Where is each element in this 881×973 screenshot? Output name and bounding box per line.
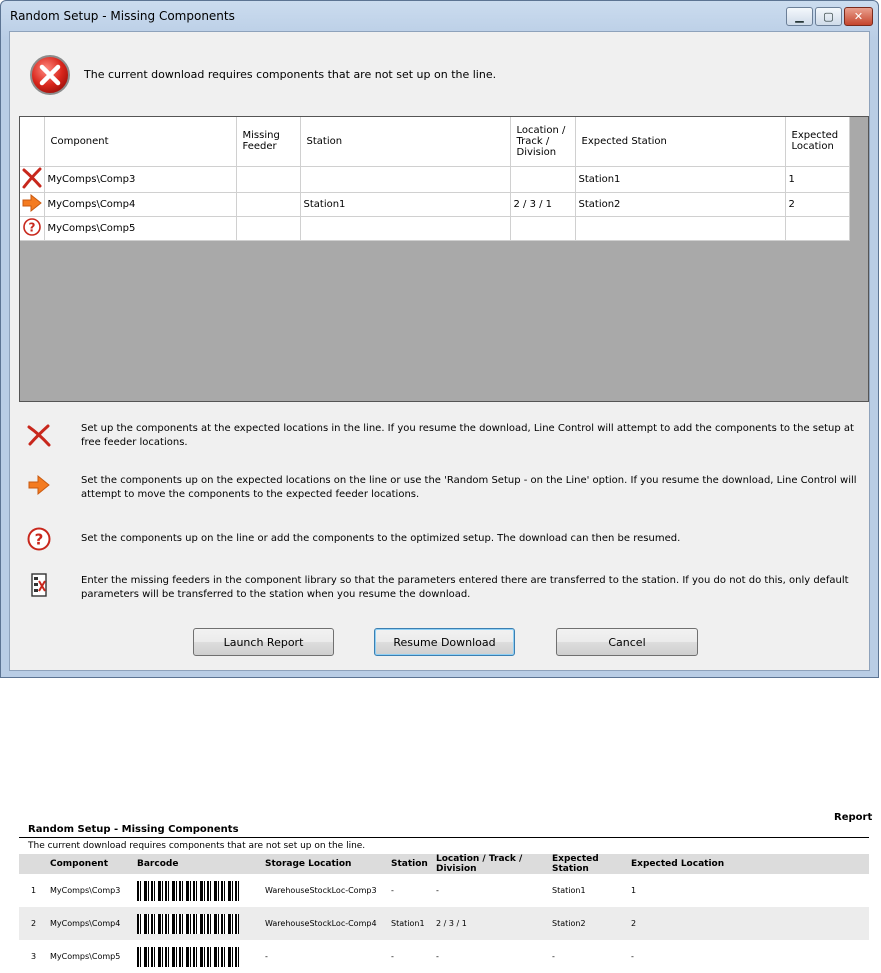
legend-item-red-x <box>24 422 854 448</box>
dialog-client <box>9 31 870 671</box>
report-cell-index: 3 <box>31 952 37 961</box>
report-cell-storage-location: WarehouseStockLoc-Comp4 <box>265 907 391 940</box>
cell-component: MyComps\Comp4 <box>44 192 236 216</box>
report-col-index <box>19 854 50 874</box>
report-cell-component: MyComps\Comp5 <box>50 952 121 961</box>
report-message: The current download requires components that are not set up on the line. <box>28 841 366 851</box>
report-cell-expected-station: Station1 <box>552 886 586 895</box>
column-header-expected-location[interactable]: Expected Location <box>785 117 849 166</box>
minimize-icon: ▁ <box>795 10 804 23</box>
legend-text: Enter the missing feeders in the component library so that the parameters entered there are transferred to the station. If you do not do this, only default parameters will be transferred to the station when you resume the download. <box>81 575 849 600</box>
legend-item-arrow <box>24 474 857 500</box>
resume-download-button[interactable]: Resume Download <box>374 628 515 656</box>
report-cell-location: - <box>436 952 439 961</box>
report-col-storage-location: Storage Location <box>265 854 391 874</box>
status-cell <box>20 192 44 216</box>
legend-text: Set up the components at the expected locations in the line. If you resume the download, Line Control will attempt to add the components to the setup at free feeder locations. <box>81 423 854 448</box>
report-row <box>19 874 869 907</box>
cell-expected-location: 2 <box>785 192 849 216</box>
report-col-barcode: Barcode <box>137 854 265 874</box>
report-header-row <box>19 854 869 874</box>
cancel-button[interactable]: Cancel <box>556 628 698 656</box>
question-icon <box>22 217 42 237</box>
orange-arrow-icon <box>21 193 43 213</box>
report-label: Report <box>834 812 873 823</box>
barcode-image <box>137 881 239 901</box>
legend-text: Set the components up on the expected locations on the line or use the 'Random Setup - on the Line' option. If you resume the download, Line Control will attempt to move the components to the expected feeder locations. <box>81 475 857 500</box>
report-table <box>19 854 869 973</box>
column-header-status <box>20 117 44 166</box>
minimize-button[interactable] <box>786 7 813 26</box>
maximize-icon: ▢ <box>823 10 834 23</box>
legend-text: Set the components up on the line or add the components to the optimized setup. The download can then be resumed. <box>81 533 681 544</box>
report-row <box>19 940 869 973</box>
report-cell-location: - <box>436 886 439 895</box>
close-icon: ✕ <box>853 10 864 23</box>
report-cell-location: 2 / 3 / 1 <box>436 907 552 940</box>
legend-item-feeder <box>24 572 849 600</box>
report-cell-component: MyComps\Comp4 <box>50 907 137 940</box>
report-cell-component: MyComps\Comp3 <box>50 886 121 895</box>
cell-expected-station <box>575 216 785 240</box>
report-cell-station: - <box>391 886 394 895</box>
report-cell-storage-location: - <box>265 952 268 961</box>
cell-expected-location: 1 <box>785 166 849 192</box>
cell-component: MyComps\Comp5 <box>44 216 236 240</box>
report-col-location: Location / Track / Division <box>436 854 552 874</box>
cell-station <box>300 166 510 192</box>
report-cell-expected-location: 2 <box>631 907 869 940</box>
table-row[interactable] <box>20 166 849 192</box>
report-cell-expected-location: 1 <box>631 886 637 895</box>
feeder-icon <box>29 572 49 598</box>
barcode-image <box>137 914 239 934</box>
cell-expected-station: Station2 <box>575 192 785 216</box>
column-header-missing-feeder[interactable]: Missing Feeder <box>236 117 300 166</box>
question-icon <box>26 526 52 552</box>
report-cell-expected-station: Station2 <box>552 907 631 940</box>
red-x-icon <box>26 422 52 448</box>
report-cell-expected-station: - <box>552 952 555 961</box>
report-col-expected-location: Expected Location <box>631 854 869 874</box>
components-grid[interactable] <box>19 116 869 402</box>
cell-station <box>300 216 510 240</box>
status-cell <box>20 216 44 240</box>
report-cell-station: Station1 <box>391 907 436 940</box>
status-cell <box>20 166 44 192</box>
report-col-expected-station: Expected Station <box>552 854 631 874</box>
launch-report-button[interactable]: Launch Report <box>193 628 334 656</box>
report-cell-barcode <box>137 940 265 973</box>
report-cell-barcode <box>137 907 265 940</box>
cell-missing-feeder <box>236 216 300 240</box>
table-row[interactable] <box>20 192 849 216</box>
report-divider <box>19 837 869 838</box>
report-col-component: Component <box>50 854 137 874</box>
title-bar[interactable] <box>1 1 878 31</box>
report-cell-barcode <box>137 874 265 907</box>
components-table <box>20 117 850 241</box>
column-header-expected-station[interactable]: Expected Station <box>575 117 785 166</box>
cell-expected-location <box>785 216 849 240</box>
cell-expected-station: Station1 <box>575 166 785 192</box>
cell-component: MyComps\Comp3 <box>44 166 236 192</box>
cell-station: Station1 <box>300 192 510 216</box>
svg-text:?: ? <box>34 530 44 549</box>
column-header-location[interactable]: Location / Track / Division <box>510 117 575 166</box>
table-row[interactable] <box>20 216 849 240</box>
cell-location: 2 / 3 / 1 <box>510 192 575 216</box>
table-header-row <box>20 117 849 166</box>
cell-location <box>510 166 575 192</box>
report-cell-index: 2 <box>19 907 50 940</box>
orange-arrow-icon <box>27 474 51 496</box>
report-cell-station: - <box>391 952 394 961</box>
report-col-station: Station <box>391 854 436 874</box>
maximize-button[interactable] <box>815 7 842 26</box>
close-button[interactable] <box>844 7 873 26</box>
report-row <box>19 907 869 940</box>
report-title: Random Setup - Missing Components <box>28 824 239 835</box>
cell-location <box>510 216 575 240</box>
error-icon <box>29 54 71 96</box>
red-x-icon <box>21 167 43 189</box>
window-title: Random Setup - Missing Components <box>10 9 235 23</box>
barcode-image <box>137 947 239 967</box>
column-header-component[interactable]: Component <box>44 117 236 166</box>
report-cell-storage-location: WarehouseStockLoc-Comp3 <box>265 886 377 895</box>
cell-missing-feeder <box>236 166 300 192</box>
report-cell-index: 1 <box>31 886 37 895</box>
header-message: The current download requires components that are not set up on the line. <box>84 68 497 81</box>
legend-item-question <box>24 526 681 552</box>
report-cell-expected-location: - <box>631 952 634 961</box>
column-header-station[interactable]: Station <box>300 117 510 166</box>
svg-text:?: ? <box>28 220 36 234</box>
cell-missing-feeder <box>236 192 300 216</box>
